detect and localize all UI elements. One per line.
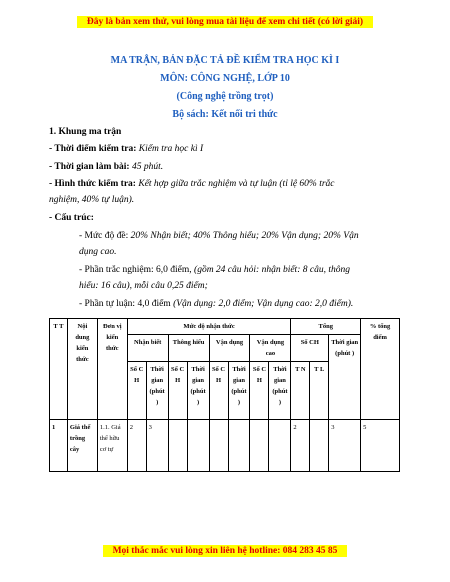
duration <box>49 160 410 175</box>
cell-total-time: 3 <box>329 420 361 472</box>
cell-th-time <box>187 420 209 472</box>
header-understand: Thông hiểu <box>168 335 209 362</box>
matrix-table <box>49 318 400 472</box>
header-unit: Đơn vị kiến thức <box>97 319 127 420</box>
cell-vdc-time <box>269 420 291 472</box>
duration-value: 45 phút. <box>129 162 164 172</box>
bullet-level-cont: dụng cao. <box>79 247 117 257</box>
doc-subtitle: (Công nghệ trồng trọt) <box>176 91 274 102</box>
duration-label: - Thời gian làm bài: <box>49 162 130 172</box>
bullet-mcq-value: (gồm 24 câu hỏi: nhận biết: 8 câu, thông <box>194 265 350 275</box>
sub-count: Số C H <box>127 362 146 420</box>
doc-book: Bộ sách: Kết nối tri thức <box>172 109 278 120</box>
section-heading: 1. Khung ma trận <box>49 127 122 137</box>
header-tt: T T <box>50 319 68 420</box>
cell-vd-time <box>228 420 250 472</box>
header-content: Nội dung kiến thức <box>67 319 97 420</box>
bullet-mcq-label: - Phần trắc nghiệm: 6,0 điểm, <box>79 265 195 275</box>
preview-banner: Đây là bản xem thử, vui lòng mua tài liệu để xem chi tiết (có lời giải) <box>77 16 373 28</box>
cell-vdc-count <box>250 420 269 472</box>
sub-count: Số C H <box>209 362 228 420</box>
header-total: Tổng <box>291 319 361 335</box>
cell-percent: 5 <box>361 420 400 472</box>
exam-form-cont: nghiệm, 40% tự luận). <box>49 195 135 205</box>
exam-form-value: Kết hợp giữa trắc nghiệm và tự luận (tỉ lệ 60% trắc <box>135 179 335 189</box>
cell-nb-time: 3 <box>146 420 168 472</box>
header-percent: % tổng điểm <box>361 319 400 420</box>
cell-content: Giá thể trồng cây <box>67 420 97 472</box>
exam-form-label: - Hình thức kiểm tra: <box>49 179 136 189</box>
exam-time <box>49 142 410 157</box>
bullet-mcq <box>79 263 410 278</box>
cell-total-mcq: 2 <box>291 420 310 472</box>
cell-th-count <box>168 420 187 472</box>
sub-time: Thời gian (phút ) <box>228 362 250 420</box>
sub-count: Số C H <box>168 362 187 420</box>
doc-title: MA TRẬN, BẢN ĐẶC TẢ ĐỀ KIỂM TRA HỌC KÌ I <box>110 55 340 66</box>
cell-tt: 1 <box>50 420 68 472</box>
sub-count: Số C H <box>250 362 269 420</box>
exam-form <box>49 177 410 192</box>
header-level: Mức độ nhận thức <box>127 319 291 335</box>
header-apply-high: Vận dụng cao <box>250 335 291 362</box>
bullet-level-label: - Mức độ đề: <box>79 231 131 241</box>
bullet-essay-label: - Phần tự luận: 4,0 điểm <box>79 299 174 309</box>
header-question-count: Số CH <box>291 335 329 362</box>
structure-label: - Cấu trúc: <box>49 213 94 223</box>
cell-vd-count <box>209 420 228 472</box>
header-recognize: Nhận biết <box>127 335 168 362</box>
cell-nb-count: 2 <box>127 420 146 472</box>
exam-time-value: Kiểm tra học kì I <box>136 144 204 154</box>
bullet-level-value: 20% Nhận biết; 40% Thông hiểu; 20% Vận dụng; 20% Vận <box>130 231 359 241</box>
bullet-mcq-cont: hiểu: 16 câu), mỗi câu 0,25 điểm; <box>79 281 208 291</box>
sub-mcq: T N <box>291 362 310 420</box>
bullet-essay-value: (Vận dụng: 2,0 điểm; Vận dụng cao: 2,0 điểm). <box>173 299 354 309</box>
hotline-banner: Mọi thắc mắc vui lòng xin liên hệ hotline: 084 283 45 85 <box>103 545 347 557</box>
sub-essay: T L <box>310 362 329 420</box>
bullet-level <box>79 229 410 244</box>
table-row <box>50 420 400 472</box>
sub-time: Thời gian (phút ) <box>187 362 209 420</box>
sub-time: Thời gian (phút ) <box>269 362 291 420</box>
header-total-time: Thời gian (phút ) <box>329 335 361 420</box>
cell-total-essay <box>310 420 329 472</box>
cell-unit: 1.1. Giá thể hữu cơ tự <box>97 420 127 472</box>
header-apply: Vận dụng <box>209 335 250 362</box>
exam-time-label: - Thời điểm kiểm tra: <box>49 144 137 154</box>
doc-subject: MÔN: CÔNG NGHỆ, LỚP 10 <box>160 73 290 84</box>
bullet-essay <box>79 297 410 312</box>
sub-time: Thời gian (phút ) <box>146 362 168 420</box>
